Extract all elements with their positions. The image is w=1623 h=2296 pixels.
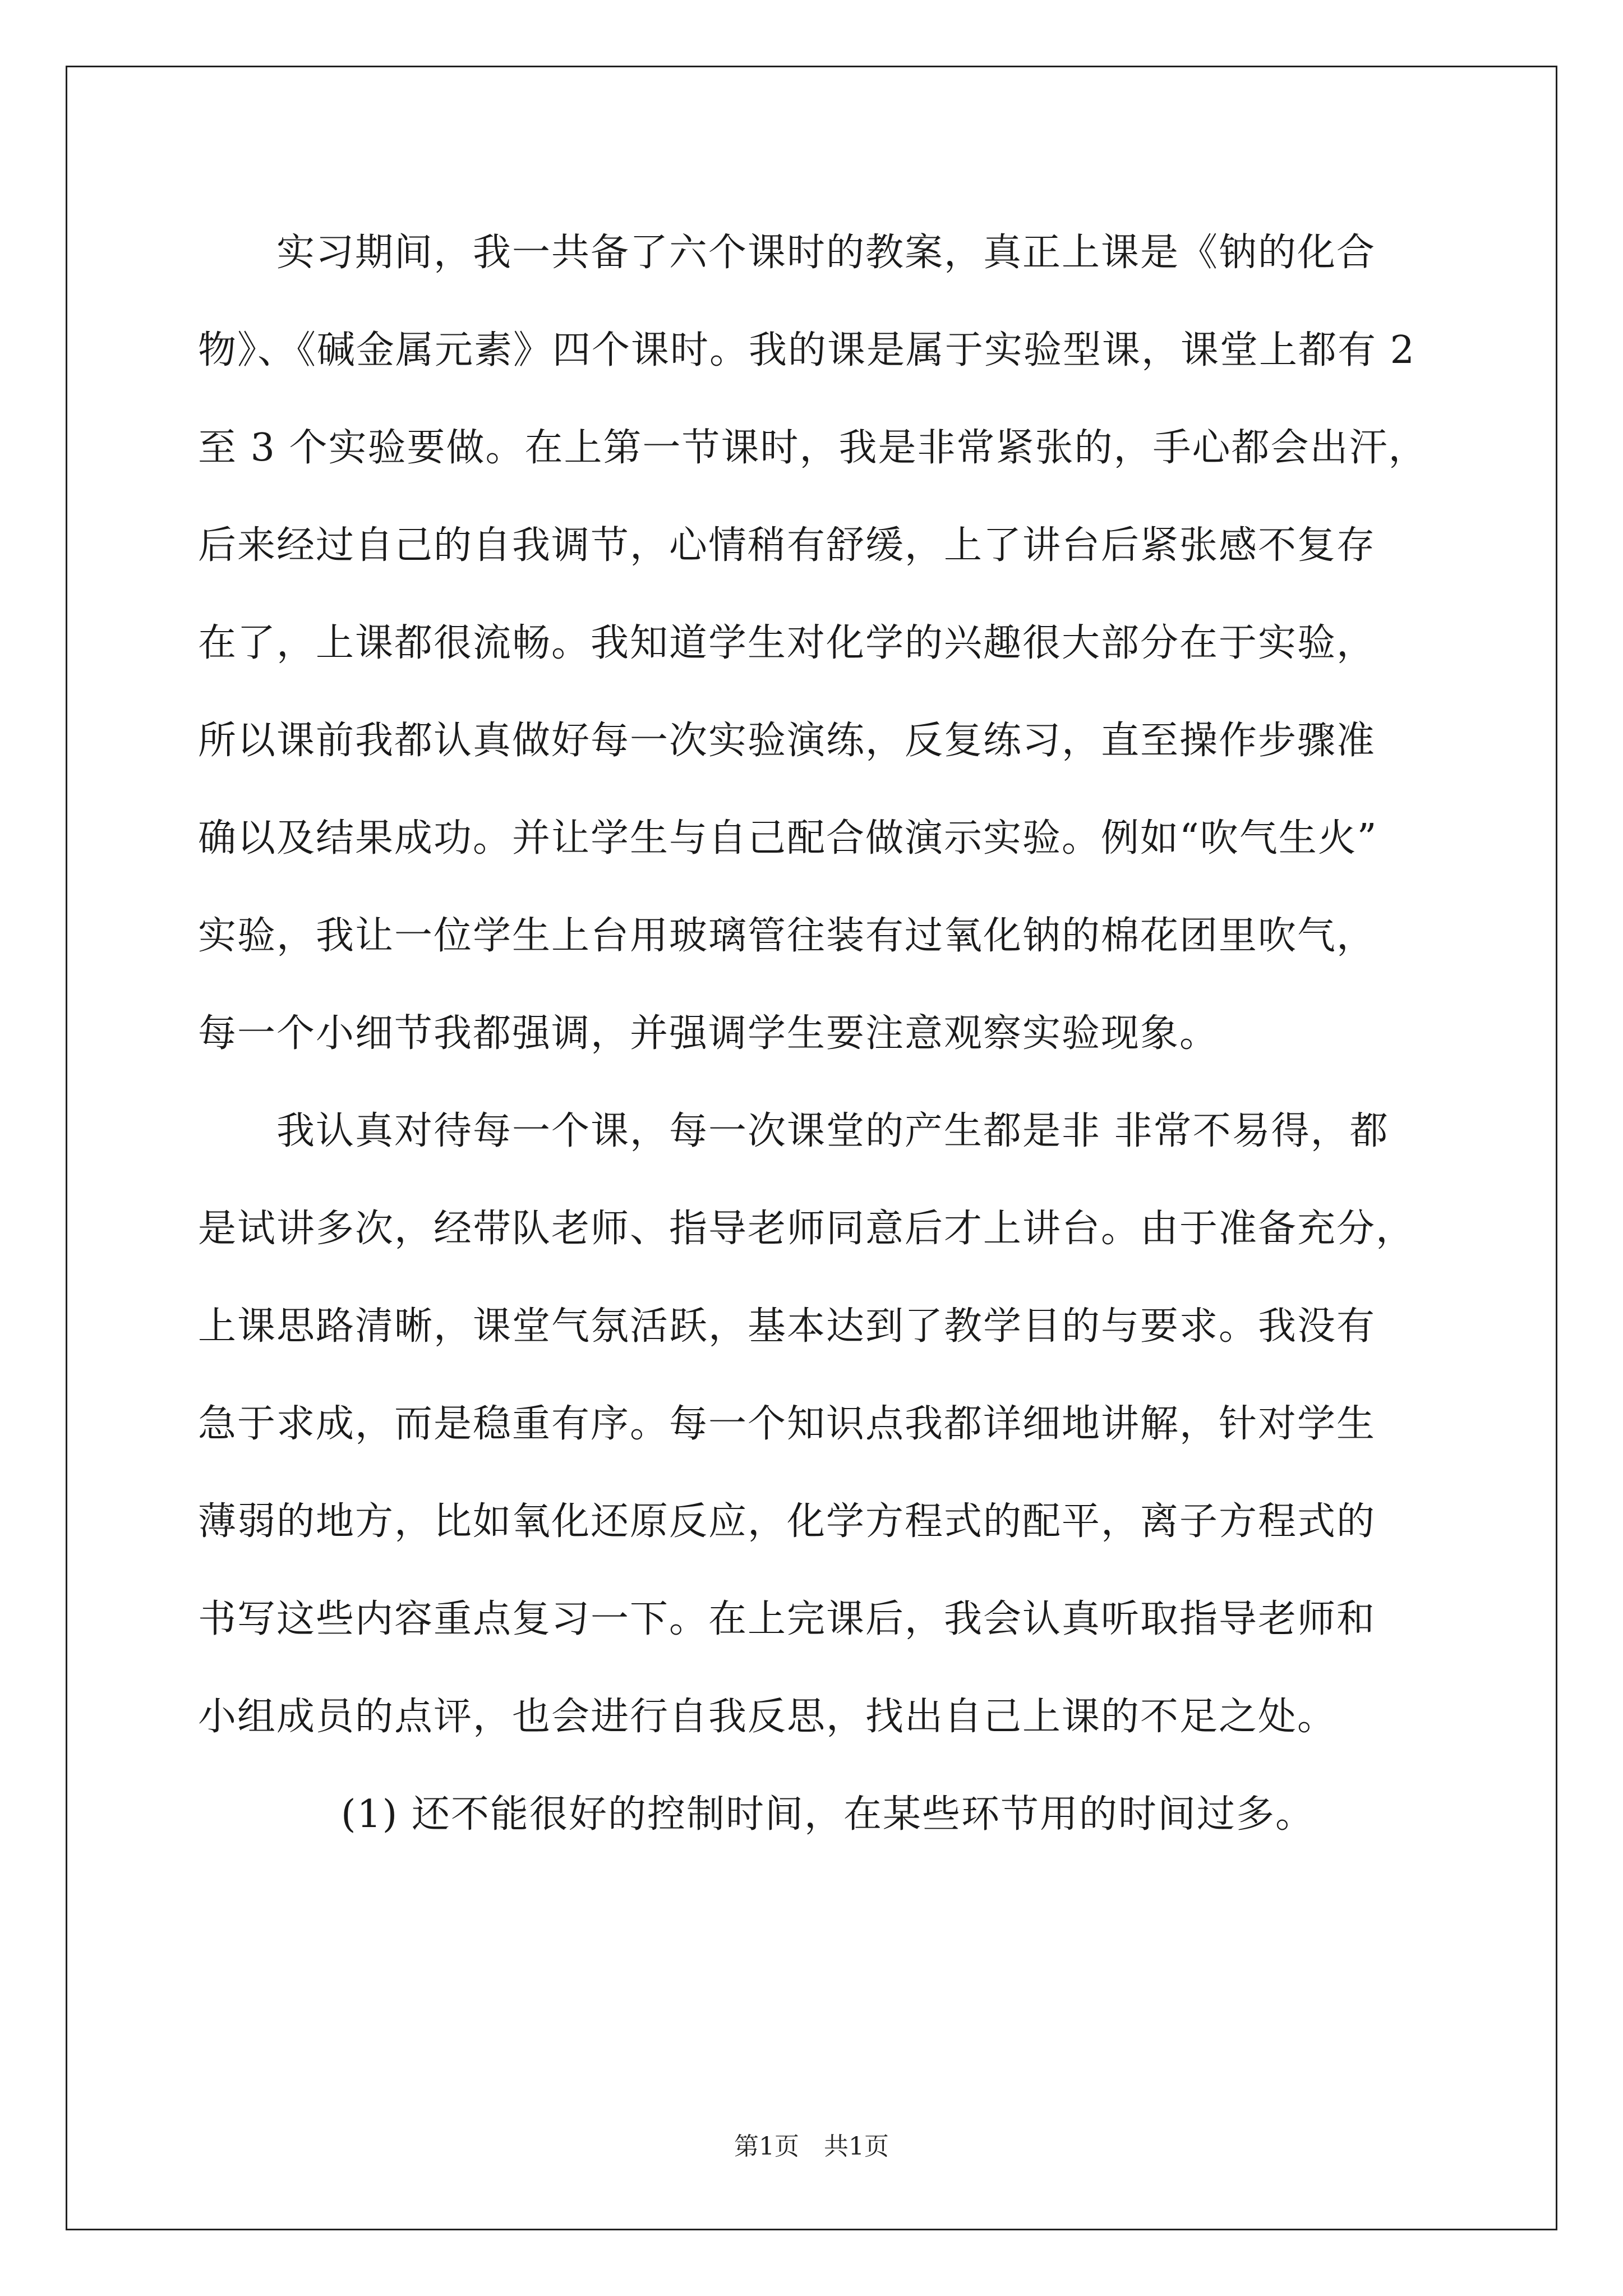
- text-line: 上课思路清晰，课堂气氛活跃，基本达到了教学目的与要求。我没有: [198, 1304, 1376, 1349]
- text-line: 实习期间，我一共备了六个课时的教案，真正上课是《钠的化合: [276, 231, 1376, 275]
- page-footer: 第1页 共1页: [734, 2132, 889, 2161]
- text-line: 所以课前我都认真做好每一次实验演练，反复练习，直至操作步骤准: [198, 719, 1376, 763]
- text-line: 确以及结果成功。并让学生与自己配合做演示实验。例如“吹气生火”: [198, 816, 1378, 861]
- text-line: 实验，我让一位学生上台用玻璃管往装有过氧化钠的棉花团里吹气，: [198, 914, 1376, 958]
- text-line: 是试讲多次，经带队老师、指导老师同意后才上讲台。由于准备充分，: [198, 1207, 1415, 1251]
- text-line: 急于求成，而是稳重有序。每一个知识点我都详细地讲解，针对学生: [198, 1402, 1376, 1446]
- text-line: 物》、《碱金属元素》四个课时。我的课是属于实验型课，课堂上都有 2: [198, 328, 1415, 372]
- paragraph-1: [198, 222, 1432, 1100]
- paragraph-2: [198, 1100, 1432, 1783]
- document-body: [198, 222, 1432, 1881]
- text-line: 至 3 个实验要做。在上第一节课时，我是非常紧张的，手心都会出汗，: [198, 426, 1428, 470]
- text-line: 小组成员的点评，也会进行自我反思，找出自己上课的不足之处。: [198, 1695, 1337, 1739]
- list-item: (1) 还不能很好的控制时间，在某些环节用的时间过多。: [341, 1792, 1315, 1837]
- text-line: 后来经过自己的自我调节，心情稍有舒缓，上了讲台后紧张感不复存: [198, 523, 1376, 568]
- text-line: 在了，上课都很流畅。我知道学生对化学的兴趣很大部分在于实验，: [198, 621, 1376, 665]
- text-line: 薄弱的地方，比如氧化还原反应，化学方程式的配平，离子方程式的: [198, 1499, 1376, 1544]
- text-line: 我认真对待每一个课，每一次课堂的产生都是非 非常不易得，都: [276, 1109, 1389, 1153]
- text-line: 书写这些内容重点复习一下。在上完课后，我会认真听取指导老师和: [198, 1597, 1376, 1641]
- paragraph-3: [198, 1783, 1432, 1881]
- text-line: 每一个小细节我都强调，并强调学生要注意观察实验现象。: [198, 1011, 1219, 1056]
